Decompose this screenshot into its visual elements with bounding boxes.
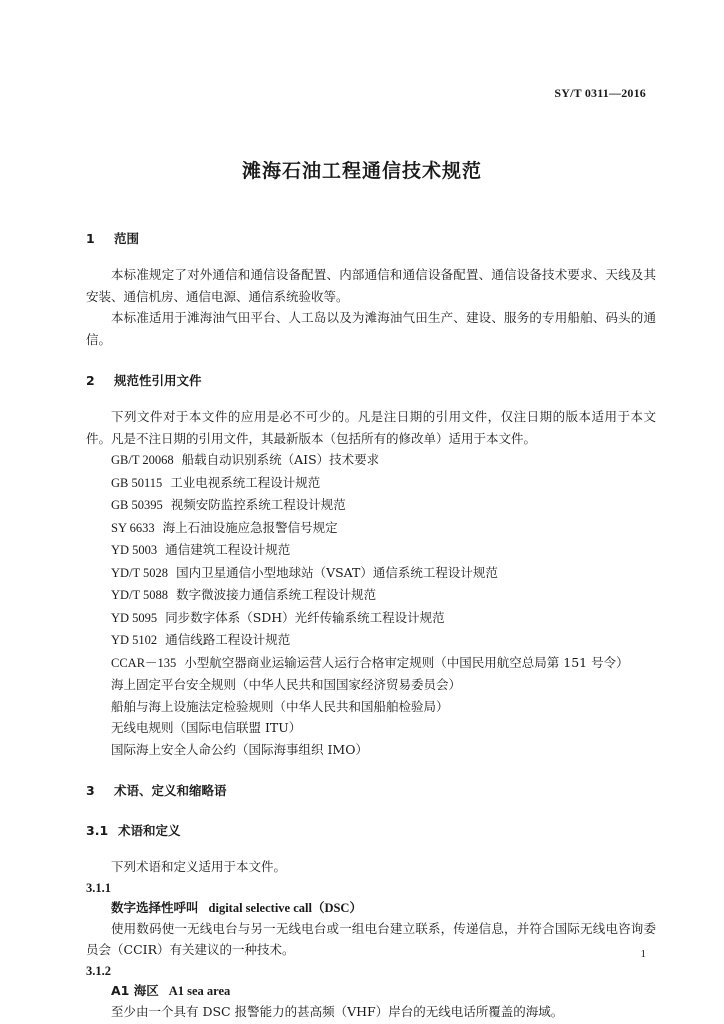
- paragraph: 本标准适用于滩海油气田平台、人工岛以及为滩海油气田生产、建设、服务的专用船舶、码头的通信。: [86, 310, 656, 347]
- section-title: 术语、定义和缩略语: [114, 783, 227, 798]
- reference-title: 船舶与海上设施法定检验规则（中华人民共和国船舶检验局）: [111, 698, 449, 714]
- section-number: 3: [86, 783, 95, 798]
- clause-number: 3.1.2: [86, 963, 111, 978]
- reference-item: [86, 652, 656, 675]
- reference-item: [86, 607, 656, 630]
- reference-code: YD/T 5028: [111, 565, 169, 580]
- reference-title: 海上石油设施应急报警信号规定: [162, 519, 338, 535]
- section-title: 范围: [114, 231, 140, 246]
- reference-title: 国内卫星通信小型地球站（VSAT）通信系统工程设计规范: [176, 564, 498, 580]
- reference-code: YD 5095: [111, 610, 158, 625]
- reference-item: [86, 472, 656, 495]
- reference-item: [86, 717, 656, 739]
- reference-item: [86, 739, 656, 761]
- reference-code: GB 50395: [111, 498, 163, 512]
- reference-title: 船载自动识别系统（AIS）技术要求: [181, 452, 380, 467]
- reference-code: GB/T 20068: [111, 453, 174, 467]
- reference-title: 视频安防监控系统工程设计规范: [170, 497, 346, 512]
- subsection-number: 3.1: [86, 823, 109, 838]
- section-number: 1: [86, 231, 95, 246]
- section-1-heading: [86, 228, 656, 250]
- reference-title: 通信建筑工程设计规范: [165, 542, 291, 557]
- clause-number: 3.1.1: [86, 880, 111, 895]
- reference-code: YD/T 5088: [111, 588, 169, 602]
- reference-item: [86, 494, 656, 517]
- reference-title: 国际海上安全人命公约（国际海事组织 IMO）: [111, 741, 368, 757]
- reference-item: [86, 517, 656, 540]
- reference-title: 同步数字体系（SDH）光纤传输系统工程设计规范: [165, 609, 445, 625]
- term-zh: A1 海区: [111, 982, 159, 998]
- document-body: [86, 228, 656, 1022]
- term-heading: [86, 981, 656, 1001]
- reference-title: 海上固定平台安全规则（中华人民共和国国家经济贸易委员会）: [111, 677, 462, 692]
- reference-code: CCAR－135: [111, 655, 177, 670]
- subsection-title: 术语和定义: [118, 823, 181, 838]
- section-title: 规范性引用文件: [114, 373, 202, 388]
- paragraph: 下列文件对于本文件的应用是必不可少的。凡是注日期的引用文件，仅注日期的版本适用于本文件。凡是不注日期的引用文件，其最新版本（包括所有的修改单）适用于本文件。: [86, 409, 656, 446]
- reference-code: SY 6633: [111, 520, 155, 535]
- reference-item: [86, 584, 656, 607]
- section-number: 2: [86, 373, 95, 388]
- paragraph: 本标准规定了对外通信和通信设备配置、内部通信和通信设备配置、通信设备技术要求、天线及其安装、通信机房、通信电源、通信系统验收等。: [86, 267, 656, 304]
- reference-item: [86, 629, 656, 652]
- reference-item: [86, 696, 656, 718]
- term-en: A1 sea area: [168, 983, 231, 998]
- reference-title: 工业电视系统工程设计规范: [170, 474, 321, 490]
- term-definition: 使用数码使一无线电台与另一无线电台或一组电台建立联系，传递信息，并符合国际无线电咨询委员会（CCIR）有关建议的一种技术。: [86, 920, 656, 957]
- term-heading: [86, 898, 656, 918]
- section-3-heading: [86, 780, 656, 802]
- reference-code: YD 5102: [111, 633, 158, 647]
- term-definition: 至少由一个具有 DSC 报警能力的甚高频（VHF）岸台的无线电话所覆盖的海域。: [111, 1003, 564, 1019]
- reference-item: [86, 562, 656, 585]
- document-title: 滩海石油工程通信技术规范: [241, 160, 482, 182]
- reference-title: 小型航空器商业运输运营人运行合格审定规则（中国民用航空总局第 151 号令）: [184, 654, 629, 670]
- term-en: digital selective call（DSC）: [208, 900, 362, 915]
- term-zh: 数字选择性呼叫: [111, 899, 199, 915]
- reference-item: [86, 674, 656, 696]
- section-2-heading: [86, 370, 656, 392]
- reference-title: 数字微波接力通信系统工程设计规范: [176, 587, 377, 602]
- subsection-3-1-heading: [86, 820, 656, 842]
- reference-title: 无线电规则（国际电信联盟 ITU）: [111, 720, 302, 735]
- standard-code: SY/T 0311—2016: [554, 86, 646, 100]
- reference-item: [86, 449, 656, 472]
- reference-item: [86, 539, 656, 562]
- reference-title: 通信线路工程设计规范: [165, 632, 291, 647]
- reference-code: GB 50115: [111, 475, 163, 490]
- reference-code: YD 5003: [111, 543, 158, 557]
- page-number: 1: [640, 948, 646, 960]
- paragraph: 下列术语和定义适用于本文件。: [111, 859, 287, 874]
